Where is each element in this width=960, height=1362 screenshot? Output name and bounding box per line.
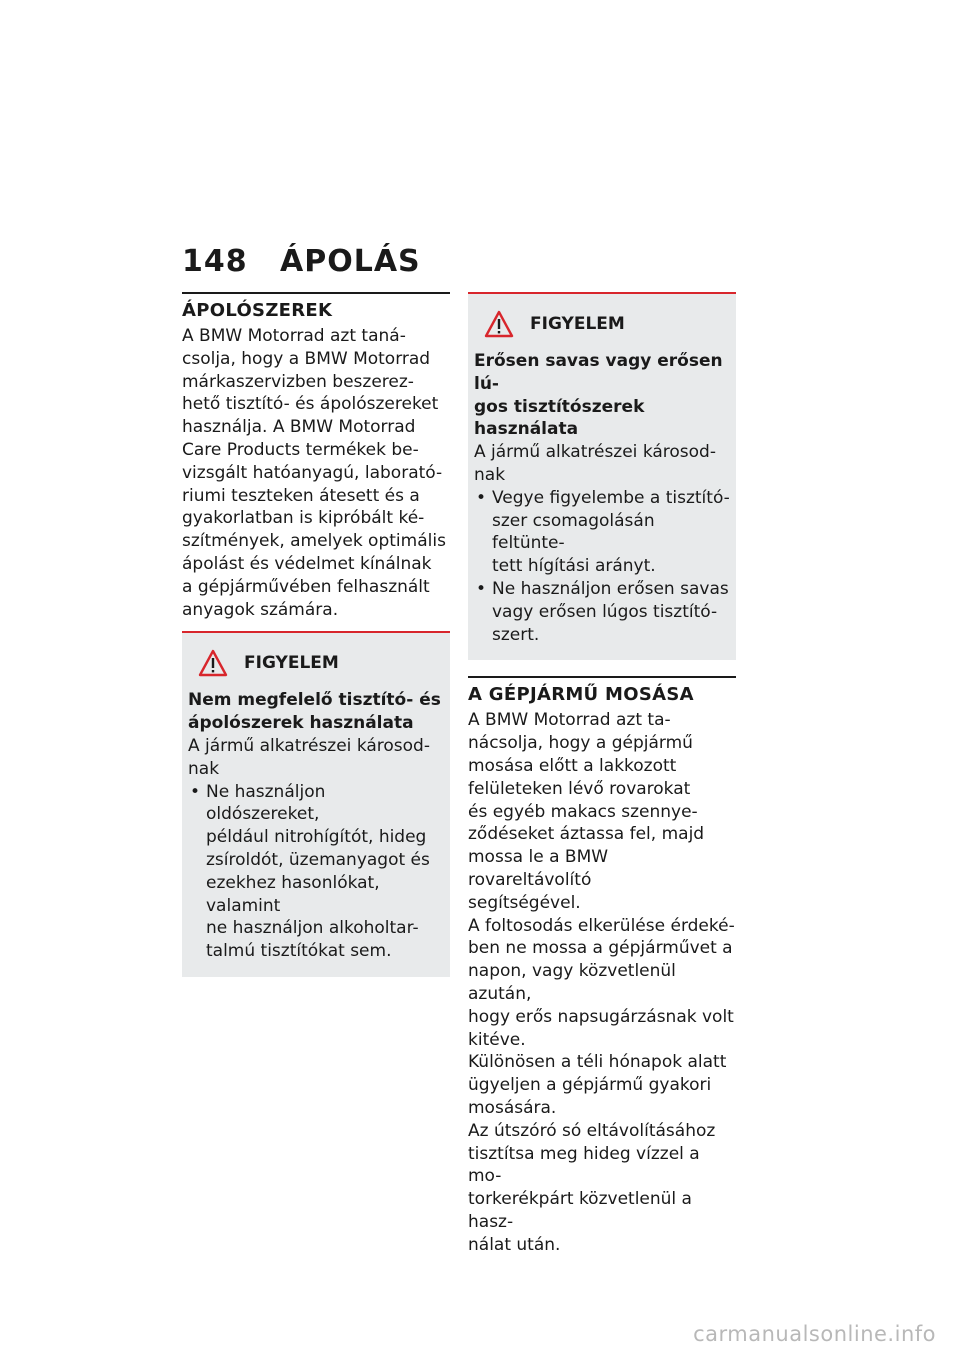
list-item: • Ne használjon oldószereket, például nitrohígítót, hideg zsíroldót, üzemanyagot és ezekhez hasonlókat, valamint ne használjon alkoholtar- talmú tisztítókat sem. xyxy=(188,781,444,963)
chapter-title: ÁPOLÁS xyxy=(280,244,421,279)
warning-consequence: A jármű alkatrészei károsod- nak xyxy=(474,442,716,485)
warning-triangle-icon xyxy=(198,649,228,677)
warning-header xyxy=(474,304,730,344)
warning-subtitle: Erősen savas vagy erősen lú- gos tisztítószerek használata xyxy=(474,351,723,440)
section-rule xyxy=(468,676,736,678)
wash-paragraph-3: Különösen a téli hónapok alatt ügyeljen a gépjármű gyakori mosására. xyxy=(468,1052,727,1118)
wash-paragraph-4: Az útszóró só eltávolításához tisztítsa meg hideg vízzel a mo- torkerékpárt közvetlenül a hasz- nálat után. xyxy=(468,1120,716,1255)
warning-label: FIGYELEM xyxy=(244,653,339,674)
warning-triangle-icon xyxy=(484,310,514,338)
warning-list xyxy=(474,487,730,647)
wash-paragraph-2: A foltosodás elkerülése érdeké- ben ne mossa a gépjárművet a napon, vagy közvetlenül azután, hogy erős napsugárzásnak volt kitéve. xyxy=(468,915,735,1050)
page-number: 148 xyxy=(182,244,248,279)
warning-subtitle: Nem megfelelő tisztító- és ápolószerek használata xyxy=(188,690,441,734)
list-item: • Ne használjon erősen savas vagy erősen lúgos tisztító- szert. xyxy=(474,578,730,646)
warning-label: FIGYELEM xyxy=(530,314,625,334)
intro-paragraph: A BMW Motorrad azt taná- csolja, hogy a BMW Motorrad márkaszervizben beszerez- hető tisztító- és ápolószereket használja. A BMW Motorrad Care Products termékek be- vizsgált hatóanyagú, laborató- riumi teszteken átesett és a gyakorlatban is kipróbált ké- szítmények, amelyek optimális ápolást és védelmet kínálnak a gépjárművében felhasznált anyagok számára. xyxy=(182,326,446,620)
left-column xyxy=(182,292,450,977)
watermark: carmanualsonline.info xyxy=(693,1322,936,1346)
section-title-mosas: A GÉPJÁRMŰ MOSÁSA xyxy=(468,684,694,706)
warning-box xyxy=(468,294,736,660)
warning-header xyxy=(188,643,444,683)
section-title-apoloszerek: ÁPOLÓSZEREK xyxy=(182,300,333,321)
warning-list xyxy=(188,781,444,963)
warning-box xyxy=(182,633,450,977)
list-item: • Vegye figyelembe a tisztító- szer csomagolásán feltünte- tett hígítási arányt. xyxy=(474,487,730,578)
right-column xyxy=(468,292,736,1256)
section-rule xyxy=(182,292,450,294)
warning-consequence: A jármű alkatrészei károsod- nak xyxy=(188,735,430,779)
wash-paragraph-1: A BMW Motorrad azt ta- nácsolja, hogy a gépjármű mosása előtt a lakkozott felületeken lévő rovarokat és egyéb makacs szennye- ződéseket áztassa fel, majd mossa le a BMW rovareltávolító segítségével. xyxy=(468,710,705,913)
page-header xyxy=(182,244,421,279)
